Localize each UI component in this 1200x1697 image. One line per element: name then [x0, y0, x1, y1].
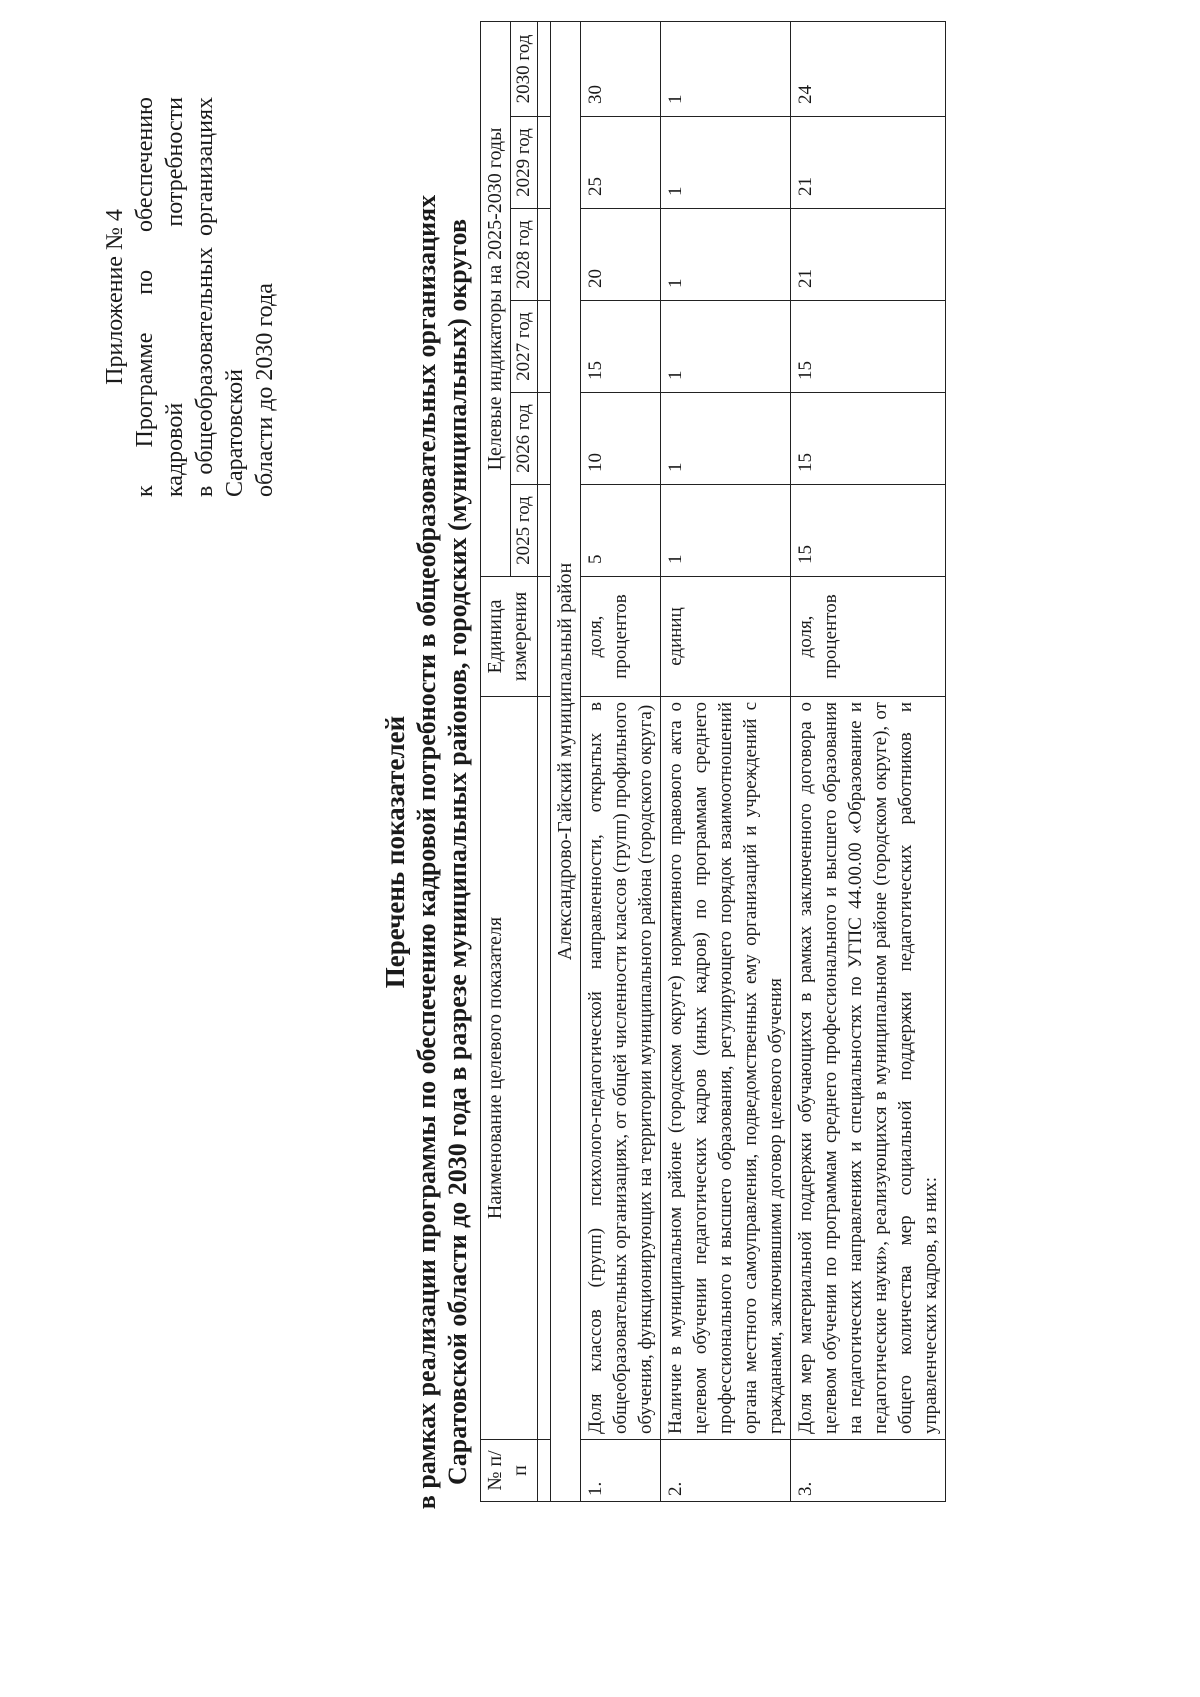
row-num: 1. — [581, 1440, 661, 1502]
row-value-2025: 5 — [581, 485, 661, 577]
row-value-2030: 1 — [661, 21, 791, 116]
appendix-line-2: в общеобразовательных организациях Саратовской — [192, 97, 248, 497]
row-unit: доля, процентов — [791, 577, 946, 697]
appendix-line-1: к Программе по обеспечению кадровой потребности — [132, 97, 188, 497]
row-unit: доля, процентов — [581, 577, 661, 697]
header-name: Наименование целевого показателя — [481, 697, 538, 1440]
document-title-line-1: Перечень показателей — [380, 715, 410, 989]
header-year-2030: 2030 год — [511, 21, 538, 116]
header-unit: Единица измерения — [481, 577, 538, 697]
table-row — [791, 21, 946, 1501]
table-header-row — [481, 21, 511, 1501]
appendix-line-3: области до 2030 года — [252, 283, 278, 497]
district-row — [551, 21, 581, 1501]
row-value-2028: 1 — [661, 209, 791, 301]
appendix-title: Приложение № 4 — [102, 209, 128, 385]
row-value-2027: 15 — [791, 301, 946, 393]
row-value-2030: 30 — [581, 21, 661, 116]
row-unit: единиц — [661, 577, 791, 697]
document-title — [380, 107, 473, 1597]
indicators-table — [480, 21, 946, 1502]
header-year-2028: 2028 год — [511, 209, 538, 301]
row-value-2029: 1 — [661, 117, 791, 209]
header-year-2025: 2025 год — [511, 485, 538, 577]
document-title-line-3: Саратовской области до 2030 года в разрезе муниципальных районов, городских (муниципальных) округов — [443, 219, 472, 1485]
header-num: № п/п — [481, 1440, 538, 1502]
row-value-2025: 15 — [791, 485, 946, 577]
header-year-2027: 2027 год — [511, 301, 538, 393]
row-value-2027: 15 — [581, 301, 661, 393]
document-title-line-2: в рамках реализации программы по обеспечению кадровой потребности в общеобразовательных организациях — [412, 194, 441, 1510]
row-value-2025: 1 — [661, 485, 791, 577]
row-value-2029: 25 — [581, 117, 661, 209]
table-row — [661, 21, 791, 1501]
appendix-header — [100, 97, 280, 497]
header-year-2029: 2029 год — [511, 117, 538, 209]
row-indicator-name: Доля классов (групп) психолого-педагогической направленности, открытых в общеобразовательных организациях, от общей численности классов (групп) профильного обучения, функционирующих на территории муниципального района (городского округа) — [581, 697, 661, 1440]
row-value-2026: 10 — [581, 393, 661, 485]
row-value-2026: 15 — [791, 393, 946, 485]
row-value-2026: 1 — [661, 393, 791, 485]
row-indicator-name: Наличие в муниципальном районе (городском округе) нормативного правового акта о целевом обучении педагогических кадров (иных кадров) по программам среднего профессионального и высшего образования, регулирующего порядок взаимоотношений органа местного самоуправления, подведомственных ему организаций и учреждений с гражданами, заключившими договор целевого обучения — [661, 697, 791, 1440]
row-num: 3. — [791, 1440, 946, 1502]
header-targets: Целевые индикаторы на 2025-2030 годы — [481, 21, 511, 576]
district-name: Александрово-Гайский муниципальный район — [551, 21, 581, 1501]
row-value-2029: 21 — [791, 117, 946, 209]
table-spacer-row — [538, 21, 551, 1501]
header-year-2026: 2026 год — [511, 393, 538, 485]
table-row — [581, 21, 661, 1501]
row-value-2030: 24 — [791, 21, 946, 116]
row-value-2028: 20 — [581, 209, 661, 301]
row-indicator-name: Доля мер материальной поддержки обучающихся в рамках заключенного договора о целевом обучении по программам среднего профессионального и высшего образования на педагогических направлениях и специальностях по УГПС 44.00.00 «Образование и педагогические науки», реализующихся в муниципальном районе (городском округе), от общего количества мер социальной поддержки педагогических работников и управленческих кадров, из них: — [791, 697, 946, 1440]
row-value-2027: 1 — [661, 301, 791, 393]
row-value-2028: 21 — [791, 209, 946, 301]
row-num: 2. — [661, 1440, 791, 1502]
